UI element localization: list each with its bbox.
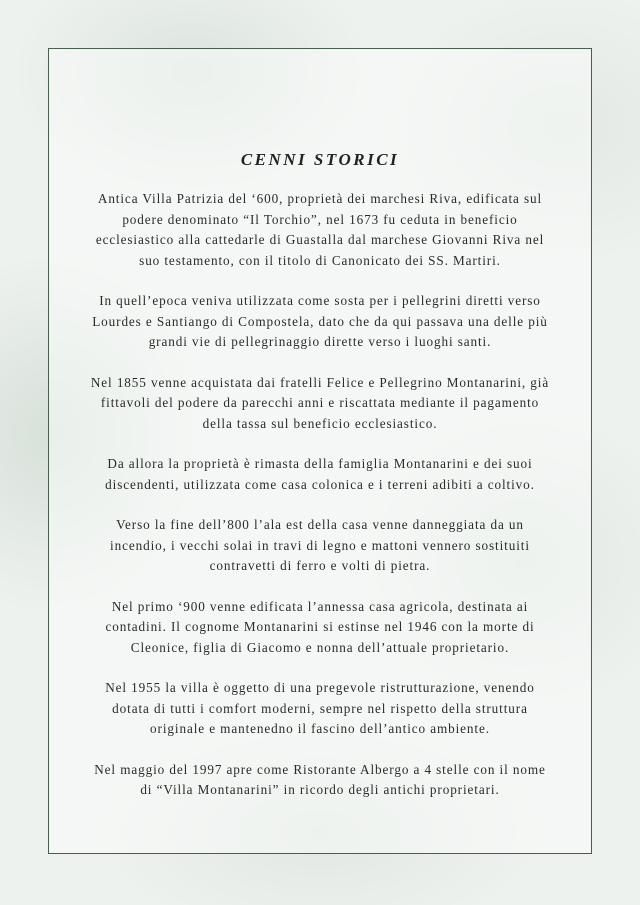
text-line: Verso la fine dell’800 l’ala est della casa venne danneggiata da un (116, 517, 524, 532)
page-title: CENNI STORICI (240, 150, 400, 169)
text-line: Cleonice, figlia di Giacomo e nonna dell’attuale proprietario. (130, 639, 510, 655)
text-line: contadini. Il cognome Montanarini si estinse nel 1946 con la morte di (105, 619, 535, 634)
text-line: Nel maggio del 1997 apre come Ristorante Albergo a 4 stelle con il nome (94, 761, 546, 777)
text-line: Nel 1955 la villa è oggetto di una pregevole ristrutturazione, venendo (105, 680, 535, 695)
text-line: Nel primo ‘900 venne edificata l’annessa casa agricola, destinata ai (111, 598, 529, 614)
page-frame (48, 48, 592, 854)
paragraph-6 (61, 597, 579, 659)
text-line: discendenti, utilizzata come casa colonica e i terreni adibiti a coltivo. (105, 476, 535, 492)
text-line: dotata di tutti i comfort moderni, sempre nel rispetto della struttura (112, 700, 528, 716)
text-line: originale e mantenedno il fascino dell’antico ambiente. (150, 721, 490, 736)
text-line: podere denominato “Il Torchio”, nel 1673 fu ceduta in beneficio (122, 211, 518, 227)
text-line: fittavoli del podere da parecchi anni e riscattata mediante il pagamento (100, 395, 540, 410)
paragraph-5 (61, 515, 579, 577)
paragraph-4 (61, 454, 579, 495)
text-line: Da allora la proprietà è rimasta della famiglia Montanarini e dei suoi (107, 456, 533, 471)
text-line: della tassa sul beneficio ecclesiastico. (202, 415, 438, 431)
paragraph-3 (61, 373, 579, 435)
text-line: Lourdes e Santiango di Compostela, dato che da qui passava una delle più (92, 313, 548, 329)
paragraph-7 (61, 678, 579, 740)
text-line: contravetti di ferro e volti di pietra. (209, 558, 431, 573)
text-line: di “Villa Montanarini” in ricordo degli antichi proprietari. (140, 782, 500, 797)
paragraph-8 (61, 760, 579, 801)
text-line: incendio, i vecchi solai in travi di legno e mattoni vennero sostituiti (110, 537, 530, 553)
text-line: ecclesiastico alla cattedarle di Guastalla dal marchese Giovanni Riva nel (95, 232, 545, 247)
text-line: suo testamento, con il titolo di Canonicato dei SS. Martiri. (139, 252, 501, 268)
paragraph-1 (61, 189, 579, 271)
text-line: In quell’epoca veniva utilizzata come sosta per i pellegrini diretti verso (99, 293, 541, 308)
text-line: Nel 1855 venne acquistata dai fratelli Felice e Pellegrino Montanarini, già (90, 374, 550, 390)
text-line: Antica Villa Patrizia del ‘600, proprietà dei marchesi Riva, edificata sul (97, 191, 543, 206)
history-text (61, 189, 579, 821)
text-line: grandi vie di pellegrinaggio dirette verso i luoghi santi. (148, 334, 492, 349)
paragraph-2 (61, 291, 579, 353)
